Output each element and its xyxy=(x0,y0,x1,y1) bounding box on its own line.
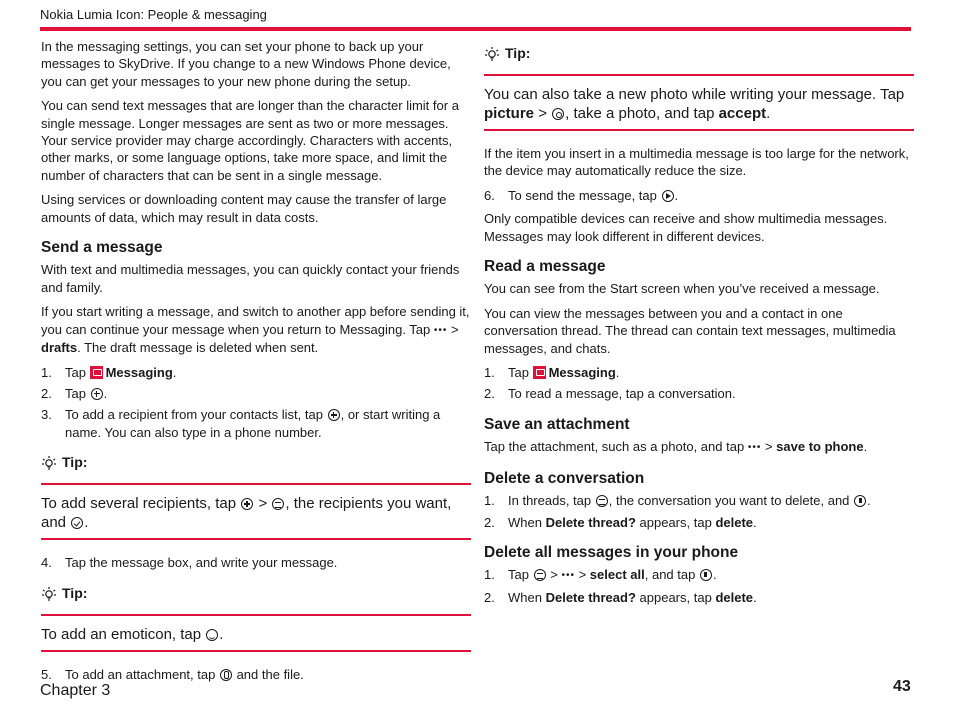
more-dots-icon: ••• xyxy=(433,324,448,336)
tip-label: Tip: xyxy=(62,454,88,471)
tip-heading xyxy=(41,453,471,473)
more-dots-icon: ••• xyxy=(561,570,575,582)
list-item xyxy=(484,514,914,531)
text: When xyxy=(508,514,542,530)
step-number: 6. xyxy=(484,187,495,203)
paragraph: You can see from the Start screen when you’ve received a message. xyxy=(484,281,880,297)
list-item xyxy=(484,566,914,584)
lightbulb-tip-icon xyxy=(41,586,57,602)
delete-label: delete xyxy=(715,589,754,605)
delete-thread-label: Delete thread? xyxy=(545,514,636,530)
text: > xyxy=(538,105,547,122)
tip-label: Tip: xyxy=(505,45,531,62)
text: and the file. xyxy=(236,666,304,682)
text: Tap xyxy=(65,364,86,380)
text: In threads, tap xyxy=(508,493,592,509)
emoticon-icon xyxy=(206,629,218,641)
header-rule xyxy=(40,27,911,31)
delete-icon xyxy=(700,569,712,581)
steps-list xyxy=(484,187,914,204)
more-dots-icon: ••• xyxy=(747,442,762,454)
list-item xyxy=(484,385,914,402)
select-list-icon xyxy=(534,569,546,581)
text: To add several recipients, tap xyxy=(41,495,237,513)
left-column xyxy=(41,38,471,689)
list-item xyxy=(484,364,914,381)
steps-list xyxy=(484,492,914,531)
page-header-title: Nokia Lumia Icon: People & messaging xyxy=(40,7,267,22)
text: Tap xyxy=(508,365,529,381)
steps-list xyxy=(41,554,471,571)
paragraph xyxy=(484,438,914,456)
text: Tap the message box, and write your message. xyxy=(65,555,338,571)
text: . xyxy=(674,187,679,203)
app-name: Messaging xyxy=(105,364,173,380)
list-item xyxy=(484,589,914,606)
select-list-icon xyxy=(596,495,608,507)
text: > xyxy=(550,567,558,583)
step-number: 2. xyxy=(484,386,495,402)
section-heading-delete-conversation: Delete a conversation xyxy=(484,469,645,487)
attach-icon xyxy=(220,669,232,681)
paragraph xyxy=(41,303,471,356)
text: To read a message, tap a conversation. xyxy=(508,386,736,402)
list-item xyxy=(41,666,471,683)
add-icon xyxy=(328,409,340,421)
text: . xyxy=(712,567,717,583)
text: . xyxy=(84,514,89,532)
section-heading-delete-all: Delete all messages in your phone xyxy=(484,543,739,561)
tip-label: Tip: xyxy=(62,584,88,601)
paragraph: Using services or downloading content may cause the transfer of large amounts of data, which may result in data costs. xyxy=(41,192,447,225)
steps-list xyxy=(41,666,471,683)
delete-label: delete xyxy=(715,514,754,530)
text: > xyxy=(578,567,587,583)
text: . The draft message is deleted when sent. xyxy=(77,340,319,356)
save-to-phone-label: save to phone xyxy=(776,439,864,455)
step-number: 2. xyxy=(484,589,495,605)
accept-label: accept xyxy=(718,105,767,122)
text: > xyxy=(258,495,268,513)
paragraph: Only compatible devices can receive and show multimedia messages. Messages may look different in different devices. xyxy=(484,211,888,244)
picture-label: picture xyxy=(484,105,535,122)
right-column xyxy=(484,38,914,612)
tip-box xyxy=(484,74,914,131)
paragraph: If the item you insert in a multimedia message is too large for the network, the device may automatically reduce the size. xyxy=(484,146,909,179)
add-icon xyxy=(91,388,103,400)
text: , or start writing a name. You can also type in a phone number. xyxy=(65,407,441,440)
step-number: 1. xyxy=(484,365,495,381)
tip-box xyxy=(41,614,471,652)
text: To add an emoticon, tap xyxy=(41,625,202,643)
text: . xyxy=(172,364,177,380)
footer-chapter: Chapter 3 xyxy=(40,682,111,699)
text: Tap xyxy=(508,567,529,583)
step-number: 1. xyxy=(41,364,52,380)
messaging-app-icon xyxy=(533,366,546,379)
paragraph: In the messaging settings, you can set your phone to back up your messages to SkyDrive. If you change to a new Windows Phone device, you can get your messages to your new phone during the setup. xyxy=(41,39,451,89)
list-item xyxy=(41,385,471,402)
delete-icon xyxy=(854,495,866,507)
text: , and tap xyxy=(644,567,696,583)
steps-list xyxy=(484,566,914,606)
step-number: 1. xyxy=(484,567,495,583)
step-number: 5. xyxy=(41,666,52,682)
camera-icon xyxy=(552,108,564,120)
paragraph: You can view the messages between you and a contact in one conversation thread. The thread can contain text messages, multimedia messages, and chats. xyxy=(484,305,896,356)
list-item xyxy=(41,406,471,441)
tip-heading xyxy=(41,584,471,604)
text: > xyxy=(764,439,773,455)
text: To add a recipient from your contacts list, tap xyxy=(65,407,323,423)
messaging-app-icon xyxy=(90,366,103,379)
text: , the recipients you want, and xyxy=(41,495,452,532)
step-number: 2. xyxy=(484,514,495,530)
text: Tap xyxy=(65,385,86,401)
text: appears, tap xyxy=(639,589,712,605)
text: > xyxy=(451,321,459,337)
section-heading-send-message: Send a message xyxy=(41,239,163,257)
text: Tap the attachment, such as a photo, and tap xyxy=(484,439,745,455)
text: . xyxy=(753,514,757,530)
select-all-label: select all xyxy=(589,567,645,583)
steps-list xyxy=(484,364,914,403)
text: . xyxy=(615,365,620,381)
text: When xyxy=(508,589,542,605)
section-heading-save-attachment: Save an attachment xyxy=(484,415,630,433)
tip-box xyxy=(41,483,471,540)
tip-heading xyxy=(484,44,914,64)
list-item xyxy=(484,492,914,509)
text: . xyxy=(766,105,771,122)
page-number: 43 xyxy=(893,678,911,695)
list-item xyxy=(41,554,471,571)
text: If you start writing a message, and switch to another app before sending it, you can continue your message when you return to Messaging. Tap xyxy=(41,304,470,337)
select-list-icon xyxy=(272,498,284,510)
text: . xyxy=(867,493,871,509)
text: You can also take a new photo while writing your message. Tap xyxy=(484,86,905,103)
section-heading-read-message: Read a message xyxy=(484,258,606,276)
text: To send the message, tap xyxy=(508,187,657,203)
add-icon xyxy=(241,498,253,510)
text: . xyxy=(219,625,224,643)
delete-thread-label: Delete thread? xyxy=(545,589,636,605)
text: . xyxy=(753,589,757,605)
step-number: 1. xyxy=(484,493,495,509)
text: , the conversation you want to delete, and xyxy=(608,493,850,509)
drafts-label: drafts xyxy=(41,340,78,356)
list-item xyxy=(484,187,914,204)
text: , take a photo, and tap xyxy=(565,105,715,122)
text: To add an attachment, tap xyxy=(65,666,216,682)
check-icon xyxy=(71,517,83,529)
list-item xyxy=(41,364,471,381)
text: . xyxy=(103,385,108,401)
lightbulb-tip-icon xyxy=(41,455,57,471)
text: . xyxy=(863,439,868,455)
text: appears, tap xyxy=(639,514,712,530)
paragraph: You can send text messages that are longer than the character limit for a single message. Longer messages are sent as two or more messages. Your service provider may charge accordingly. Characters with accents, other marks, or some language options, take more space, and limit the number of characters that can be sent in a single message. xyxy=(41,98,459,183)
app-name: Messaging xyxy=(548,365,616,381)
step-number: 3. xyxy=(41,407,52,423)
send-icon xyxy=(662,190,674,202)
step-number: 2. xyxy=(41,385,52,401)
paragraph: With text and multimedia messages, you can quickly contact your friends and family. xyxy=(41,262,460,295)
steps-list xyxy=(41,364,471,442)
step-number: 4. xyxy=(41,555,52,571)
lightbulb-tip-icon xyxy=(484,46,500,62)
